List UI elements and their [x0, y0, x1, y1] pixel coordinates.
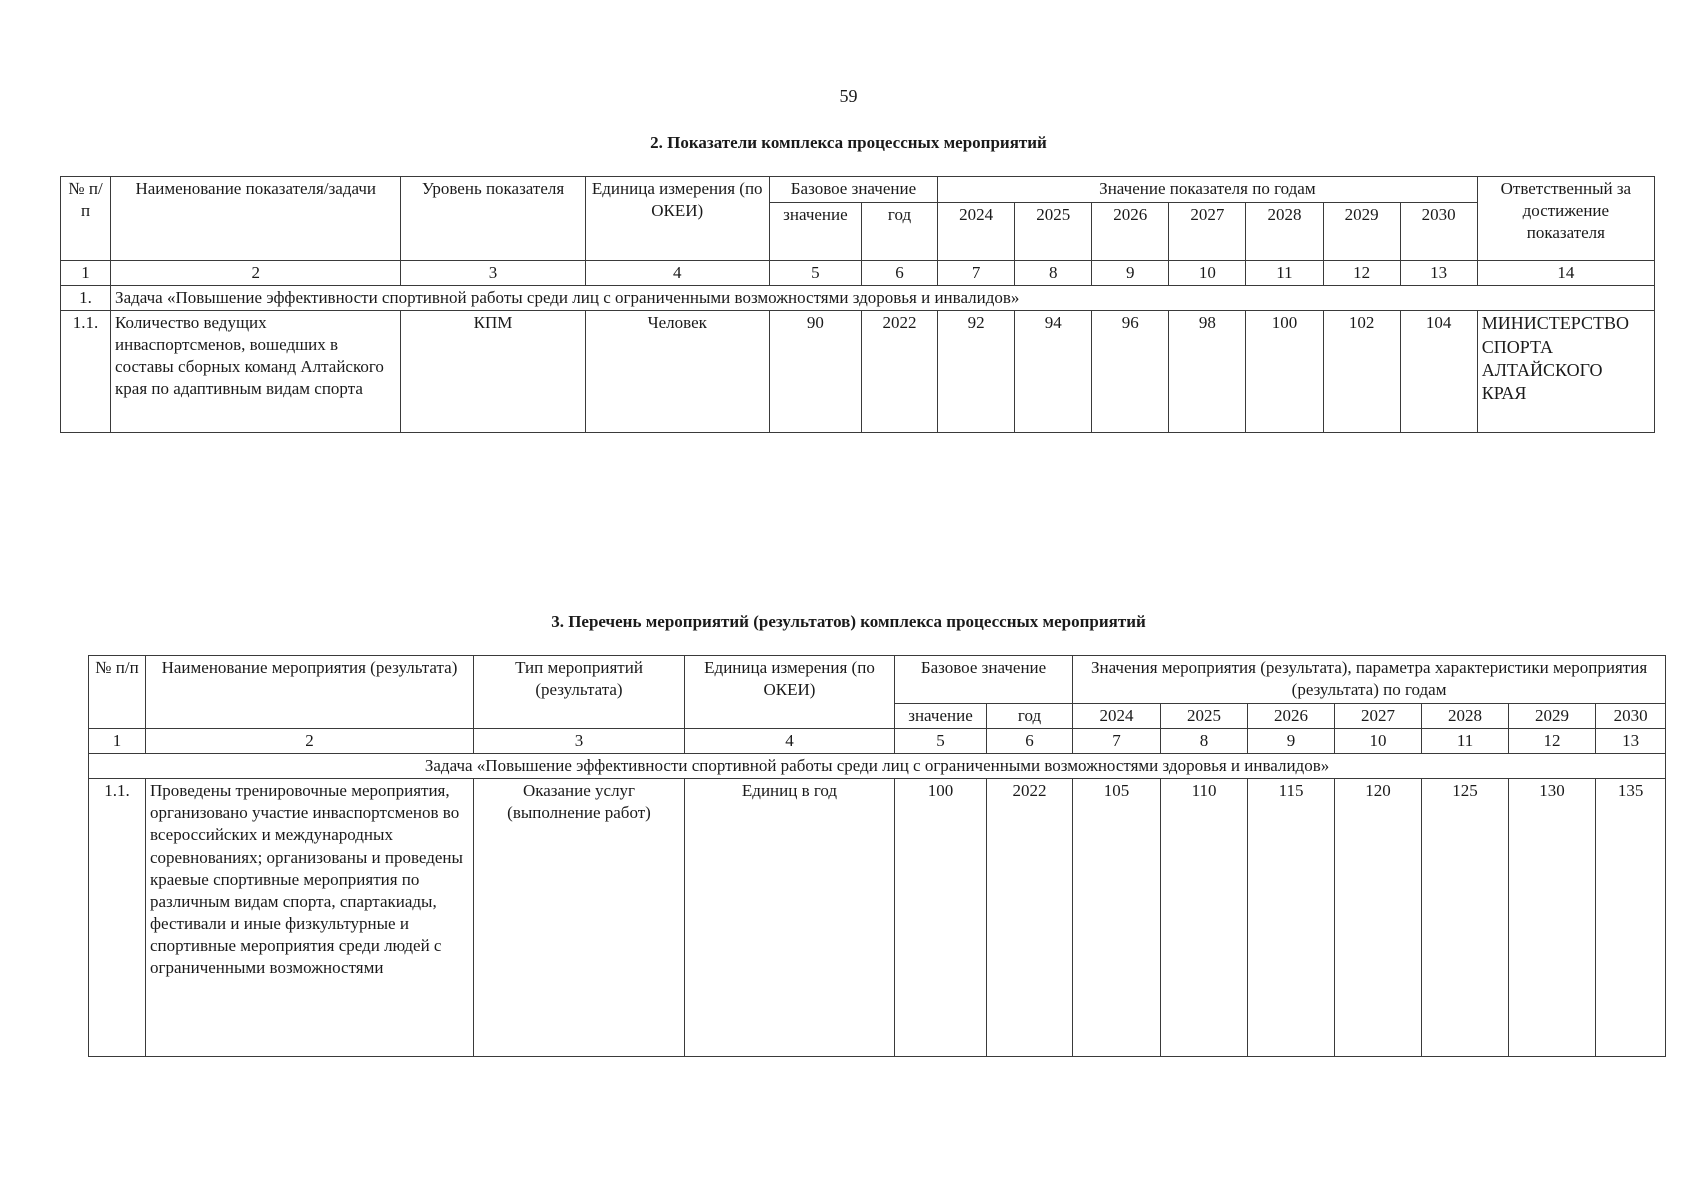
header-year: 2027 [1169, 203, 1246, 261]
row-base-year: 2022 [861, 311, 937, 433]
row-value: 98 [1169, 311, 1246, 433]
task-row [89, 754, 1666, 779]
row-value: 130 [1509, 779, 1596, 1057]
column-number: 12 [1323, 261, 1400, 286]
row-value: 135 [1596, 779, 1666, 1057]
indicators-table [60, 176, 1655, 433]
task-text: Задача «Повышение эффективности спортивной работы среди лиц с ограниченными возможностями здоровья и инвалидов» [89, 754, 1666, 779]
header-year: 2030 [1400, 203, 1477, 261]
row-base-value: 100 [895, 779, 987, 1057]
header-num: № п/п [61, 177, 111, 261]
column-number: 10 [1335, 729, 1422, 754]
column-number: 7 [938, 261, 1015, 286]
column-number: 4 [685, 729, 895, 754]
column-number: 6 [861, 261, 937, 286]
table-row [89, 779, 1666, 1057]
header-responsible: Ответственный за достижение показателя [1477, 177, 1654, 261]
column-number: 8 [1161, 729, 1248, 754]
row-responsible: МИНИСТЕРСТВО СПОРТА АЛТАЙСКОГО КРАЯ [1477, 311, 1654, 433]
header-year: 2029 [1509, 704, 1596, 729]
header-base-year: год [987, 704, 1073, 729]
header-unit: Единица измерения (по ОКЕИ) [685, 656, 895, 729]
table-row [61, 311, 1655, 433]
header-year: 2026 [1248, 704, 1335, 729]
column-number: 11 [1422, 729, 1509, 754]
row-value: 96 [1092, 311, 1169, 433]
column-number: 2 [146, 729, 474, 754]
row-value: 104 [1400, 311, 1477, 433]
header-name: Наименование мероприятия (результата) [146, 656, 474, 729]
task-text: Задача «Повышение эффективности спортивной работы среди лиц с ограниченными возможностями здоровья и инвалидов» [111, 286, 1655, 311]
header-year: 2030 [1596, 704, 1666, 729]
column-number-row [61, 261, 1655, 286]
column-number: 13 [1400, 261, 1477, 286]
column-number: 3 [401, 261, 585, 286]
row-value: 94 [1015, 311, 1092, 433]
header-year: 2028 [1422, 704, 1509, 729]
header-year: 2029 [1323, 203, 1400, 261]
row-num: 1.1. [89, 779, 146, 1057]
row-level: КПМ [401, 311, 585, 433]
column-number: 3 [474, 729, 685, 754]
task-num: 1. [61, 286, 111, 311]
column-number: 5 [769, 261, 861, 286]
header-years-group: Значение показателя по годам [938, 177, 1478, 203]
section-2-title: 2. Показатели комплекса процессных мероприятий [650, 133, 1047, 152]
header-year: 2025 [1161, 704, 1248, 729]
column-number: 14 [1477, 261, 1654, 286]
header-base-value: значение [895, 704, 987, 729]
row-unit: Человек [585, 311, 769, 433]
header-row [61, 177, 1655, 203]
row-value: 102 [1323, 311, 1400, 433]
header-year: 2026 [1092, 203, 1169, 261]
header-unit: Единица измерения (по ОКЕИ) [585, 177, 769, 261]
header-year: 2024 [1073, 704, 1161, 729]
column-number: 11 [1246, 261, 1323, 286]
header-year: 2025 [1015, 203, 1092, 261]
header-years-group: Значения мероприятия (результата), параметра характеристики мероприятия (результата) по годам [1073, 656, 1666, 704]
header-base: Базовое значение [769, 177, 937, 203]
row-name: Проведены тренировочные мероприятия, организовано участие инваспортсменов во всероссийских и международных соревнованиях; организованы и проведены краевые спортивные мероприятия по различным видам спорта, спартакиады, фестивали и иные физкультурные и спортивные мероприятия среди людей с ограниченными возможностями [146, 779, 474, 1057]
row-value: 110 [1161, 779, 1248, 1057]
column-number: 9 [1092, 261, 1169, 286]
column-number: 1 [61, 261, 111, 286]
row-name: Количество ведущих инваспортсменов, вошедших в составы сборных команд Алтайского края по адаптивным видам спорта [111, 311, 401, 433]
header-num: № п/п [89, 656, 146, 729]
task-row [61, 286, 1655, 311]
row-value: 125 [1422, 779, 1509, 1057]
header-name: Наименование показателя/задачи [111, 177, 401, 261]
column-number: 13 [1596, 729, 1666, 754]
header-base-value: значение [769, 203, 861, 261]
activities-table [88, 655, 1666, 1057]
header-base-year: год [861, 203, 937, 261]
row-base-value: 90 [769, 311, 861, 433]
header-year: 2028 [1246, 203, 1323, 261]
header-type: Тип мероприятий (результата) [474, 656, 685, 729]
column-number: 9 [1248, 729, 1335, 754]
section-3-title: 3. Перечень мероприятий (результатов) комплекса процессных мероприятий [551, 612, 1146, 631]
row-value: 120 [1335, 779, 1422, 1057]
header-level: Уровень показателя [401, 177, 585, 261]
row-base-year: 2022 [987, 779, 1073, 1057]
column-number: 1 [89, 729, 146, 754]
column-number: 2 [111, 261, 401, 286]
row-value: 92 [938, 311, 1015, 433]
row-num: 1.1. [61, 311, 111, 433]
column-number: 7 [1073, 729, 1161, 754]
column-number: 4 [585, 261, 769, 286]
page-number: 59 [839, 86, 858, 106]
column-number-row [89, 729, 1666, 754]
column-number: 5 [895, 729, 987, 754]
row-value: 105 [1073, 779, 1161, 1057]
row-unit: Единиц в год [685, 779, 895, 1057]
column-number: 12 [1509, 729, 1596, 754]
header-year: 2024 [938, 203, 1015, 261]
header-year: 2027 [1335, 704, 1422, 729]
column-number: 6 [987, 729, 1073, 754]
header-base: Базовое значение [895, 656, 1073, 704]
row-type: Оказание услуг (выполнение работ) [474, 779, 685, 1057]
row-value: 100 [1246, 311, 1323, 433]
column-number: 10 [1169, 261, 1246, 286]
row-value: 115 [1248, 779, 1335, 1057]
header-row [89, 656, 1666, 704]
column-number: 8 [1015, 261, 1092, 286]
